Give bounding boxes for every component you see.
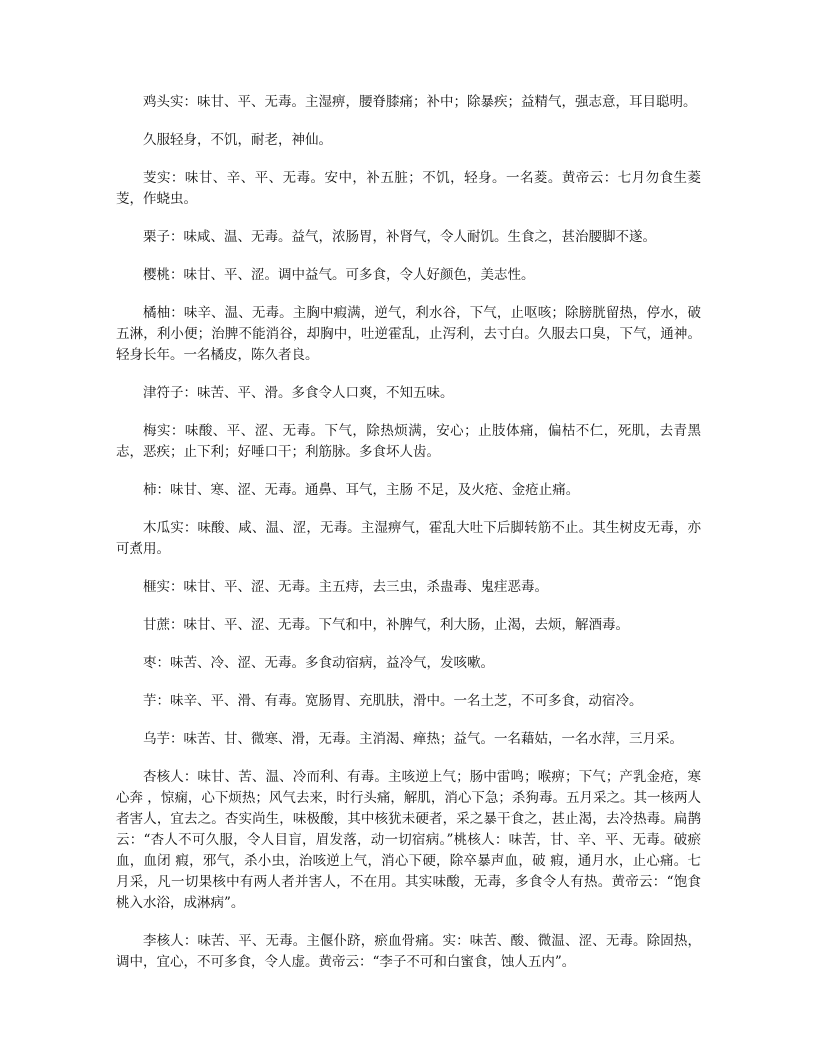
document-body xyxy=(116,92,701,990)
paragraph-persimmon: 柿：味甘、寒、涩、无毒。通鼻、耳气，主肠 不足，及火疮、金疮止痛。 xyxy=(143,482,580,498)
paragraph-plum: 梅实：味酸、平、涩、无毒。下气，除热烦满，安心；止肢体痛，偏枯不仁，死肌，去青黑志，恶疾；止下利；好唾口干；利筋脉。多食坏人齿。 xyxy=(116,423,701,460)
paragraph-sugarcane: 甘蔗：味甘、平、涩、无毒。下气和中，补脾气，利大肠，止渴，去烦，解酒毒。 xyxy=(143,617,629,633)
paragraph-chestnut: 栗子：味咸、温、无毒。益气，浓肠胃，补肾气，令人耐饥。生食之，甚治腰脚不遂。 xyxy=(143,229,656,245)
paragraph-jujube: 枣：味苦、冷、涩、无毒。多食动宿病，益冷气，发咳嗽。 xyxy=(143,655,494,671)
paragraph-gorgon-fruit: 鸡头实：味甘、平、无毒。主湿痹，腰脊膝痛；补中；除暴疾；益精气，强志意，耳目聪明。 xyxy=(143,94,697,110)
paragraph-taro: 芋：味辛、平、滑、有毒。宽肠胃、充肌肤，滑中。一名土芝，不可多食，动宿冷。 xyxy=(143,693,643,709)
paragraph-apricot-kernel: 杏核人：味甘、苦、温、冷而利、有毒。主咳逆上气；肠中雷鸣；喉痹；下气；产乳金疮，寒心奔 ，惊痫，心下烦热；风气去来，时行头痛，解肌，消心下急；杀狗毒。五月采之。其一核两人者害人，宜去之。杏实尚生，味极酸，其中核犹未硬者，采之暴干食之，甚止渴，去冷热毒。扁鹊云：“杏人不可久服，令人目盲，眉发落，动一切宿病。”桃核人：味苦，甘、辛、平、无毒。破瘀血，血闭 瘕，邪气，杀小虫，治咳逆上气，消心下硬，除卒暴声血，破 瘕，通月水，止心痛。七月采，凡一切果核中有两人者并害人，不在用。其实味酸，无毒，多食令人有热。黄帝云：“饱食桃入水浴，成淋病”。 xyxy=(116,769,701,911)
paragraph-tangerine: 橘柚：味辛、温、无毒。主胸中瘕满，逆气，利水谷，下气，止呕咳；除膀胱留热，停水，破五淋，利小便；治脾不能消谷，却胸中，吐逆霍乱，止泻利，去寸白。久服去口臭，下气，通神。轻身长年。一名橘皮，陈久者良。 xyxy=(116,305,701,363)
paragraph-plum-kernel: 李核人：味苦、平、无毒。主偃仆跻，瘀血骨痛。实：味苦、酸、微温、涩、无毒。除固热，调中，宜心，不可多食，令人虚。黄帝云：“李子不可和白蜜食，蚀人五内”。 xyxy=(116,933,701,970)
paragraph-torreya: 榧实：味甘、平、涩、无毒。主五痔，去三虫，杀蛊毒、鬼疰恶毒。 xyxy=(143,579,548,595)
paragraph-water-chestnut: 乌芋：味苦、甘、微寒、滑，无毒。主消渴、瘅热；益气。一名藉姑，一名水萍，三月采。 xyxy=(143,731,683,747)
paragraph-cherry: 樱桃：味甘、平、涩。调中益气。可多食，令人好颜色，美志性。 xyxy=(143,267,535,283)
paragraph-jinfuzi: 津符子：味苦、平、滑。多食令人口爽，不知五味。 xyxy=(143,385,454,401)
paragraph-longevity: 久服轻身，不饥，耐老，神仙。 xyxy=(143,132,332,148)
paragraph-water-caltrop: 芰实：味甘、辛、平、无毒。安中，补五脏；不饥，轻身。一名菱。黄帝云：七月勿食生菱芰，作蛲虫。 xyxy=(116,170,701,207)
paragraph-quince: 木瓜实：味酸、咸、温、涩，无毒。主湿痹气，霍乱大吐下后脚转筋不止。其生树皮无毒，亦可煮用。 xyxy=(116,520,701,557)
